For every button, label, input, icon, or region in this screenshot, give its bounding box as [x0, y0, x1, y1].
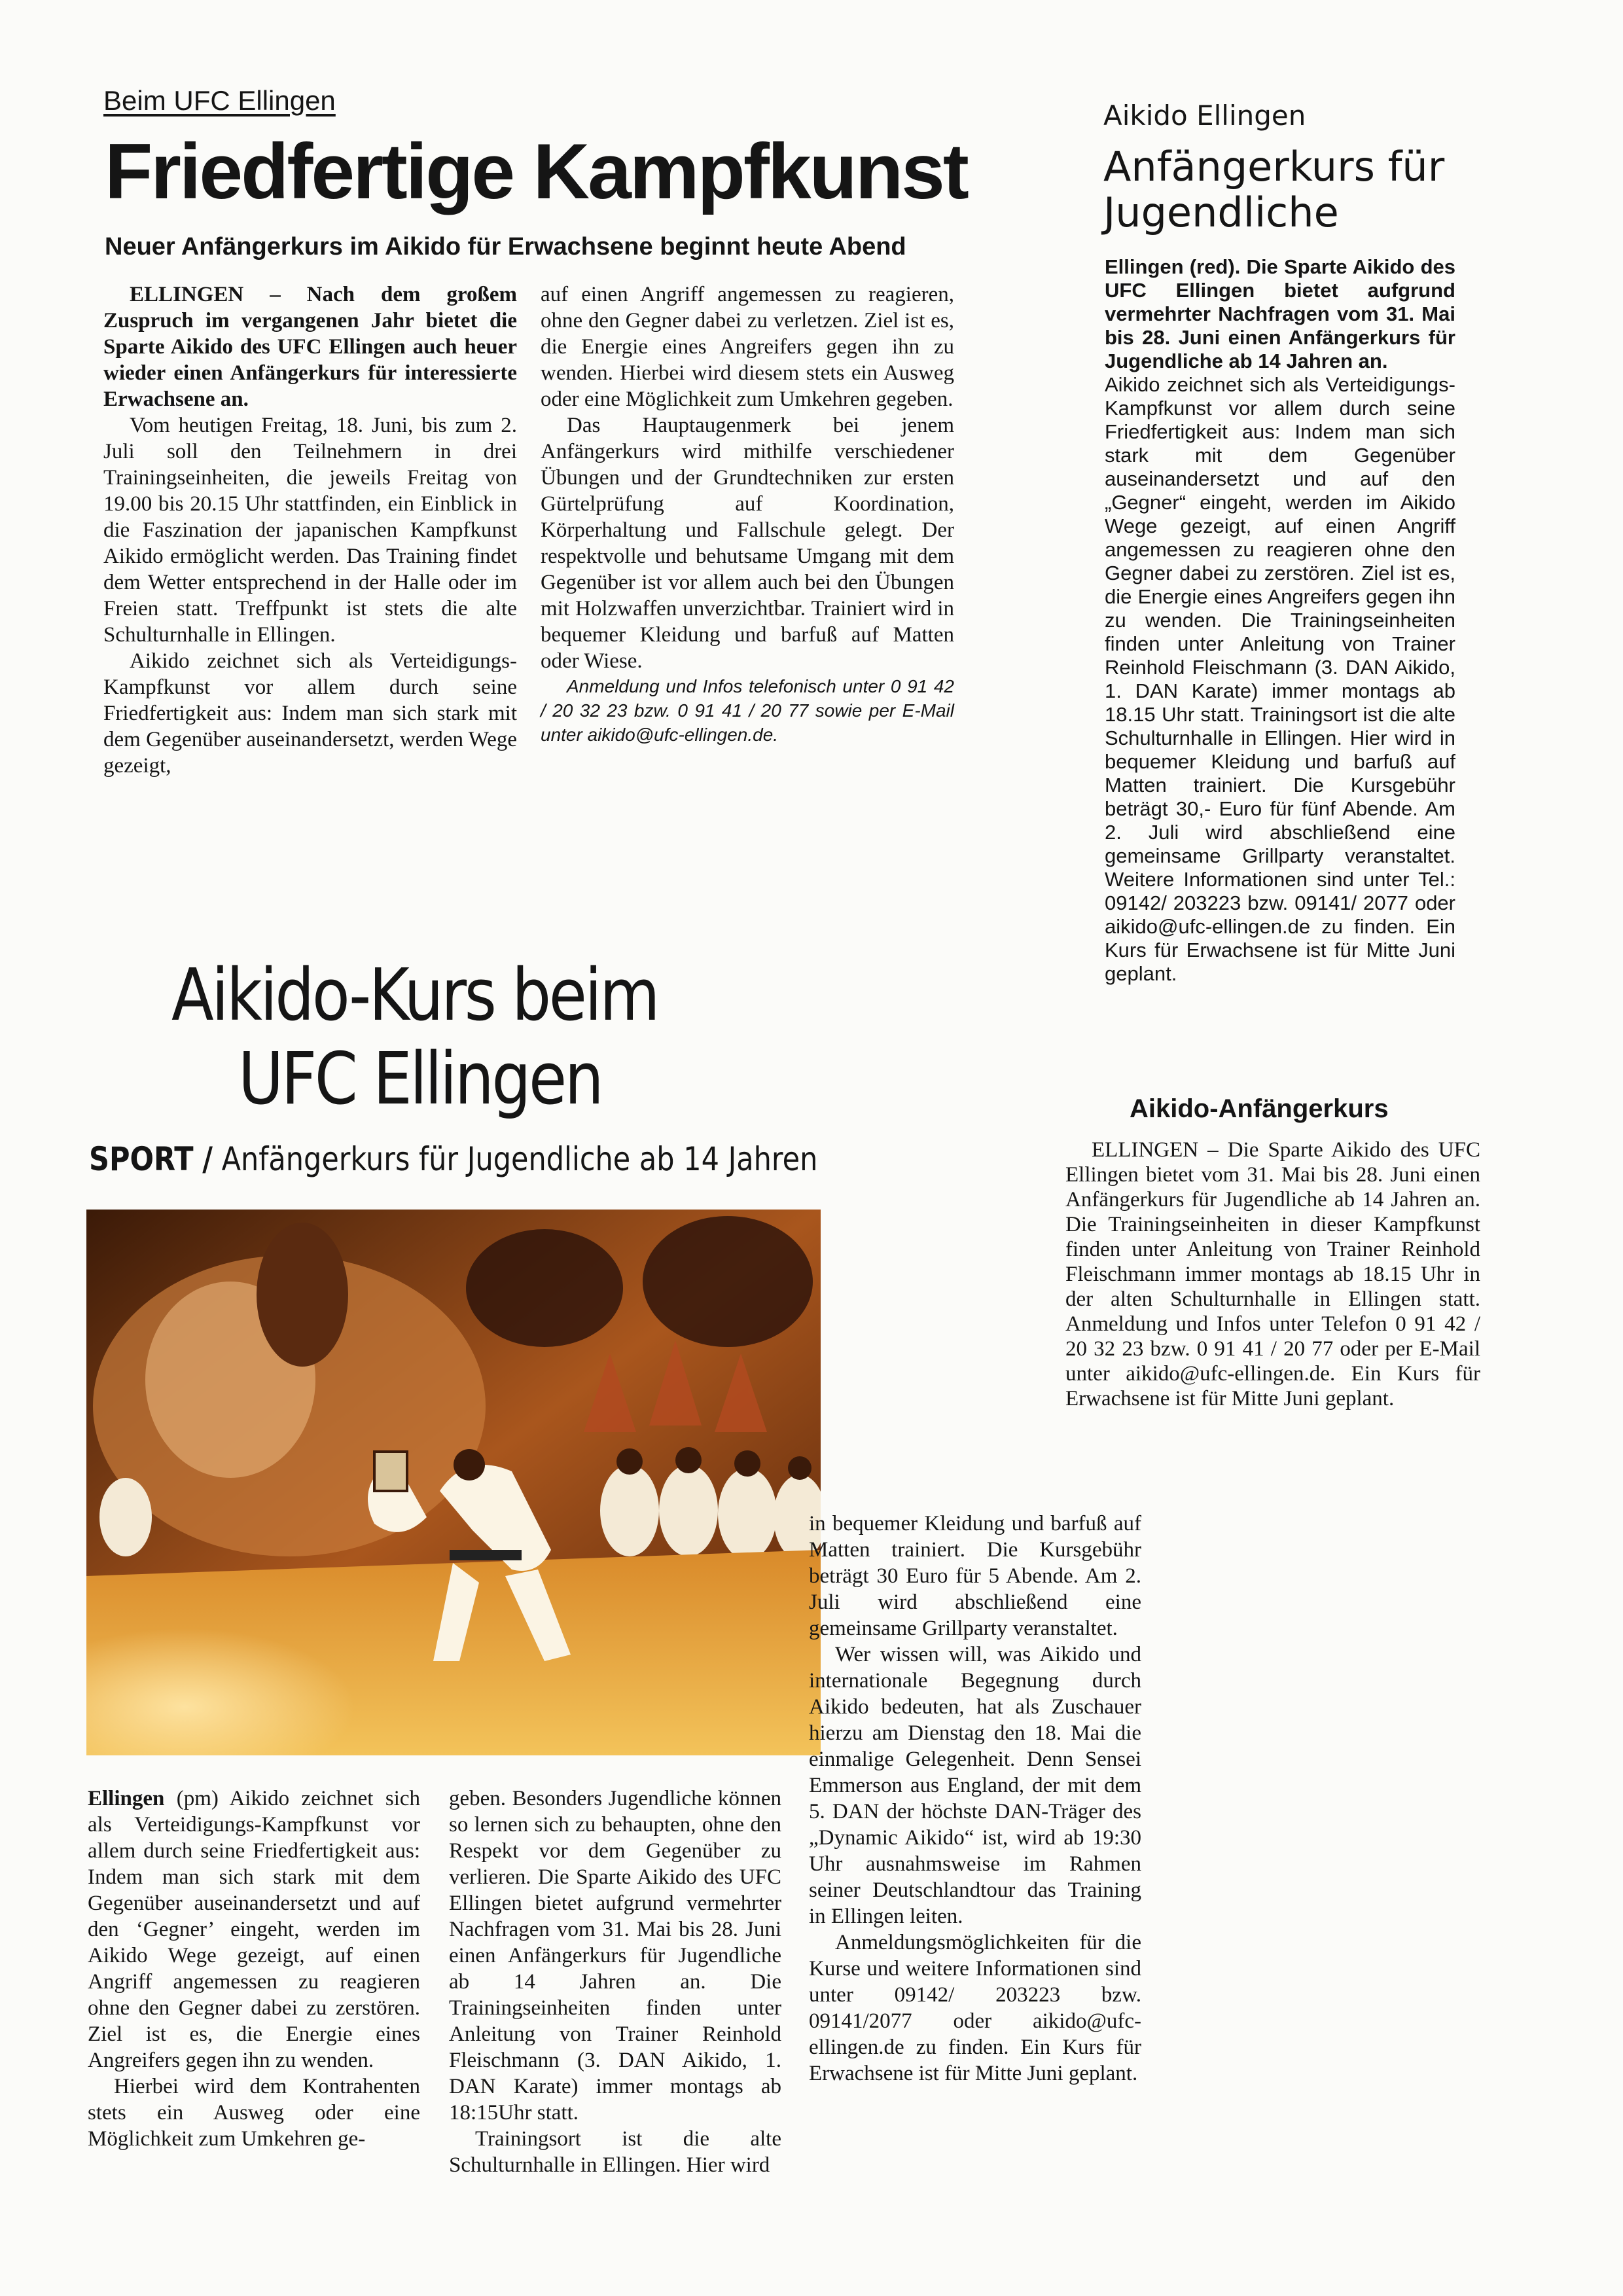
rubric-label: SPORT — [89, 1140, 194, 1178]
headline: Anfängerkurs für Jugendliche — [1103, 143, 1445, 236]
article-column-1 — [88, 1785, 420, 2152]
lead-paragraph: Ellingen (red). Die Sparte Aikido des UFC Ellingen bietet aufgrund vermehrter Nachfragen vom 31. Mai bis 28. Juni einen Anfängerkurs für Jugendliche ab 14 Jahren an. — [1105, 255, 1455, 372]
body-paragraph: Vom heutigen Freitag, 18. Juni, bis zum 2. Juli soll den Teilnehmern in drei Trainingseinheiten, die jeweils Freitag von 19.00 bis 20.15 Uhr stattfinden, ein Einblick in die Faszination der japanischen Kampfkunst Aikido ermöglicht werden. Das Training findet dem Wetter entsprechend in der Halle oder im Freien statt. Treffpunkt ist stets die alte Schulturnhalle in Ellingen. — [103, 414, 517, 647]
article-column — [1105, 255, 1455, 986]
body-paragraph: in bequemer Kleidung und barfuß auf Matten trainiert. Die Kursgebühr beträgt 30 Euro für 5 Abende. Am 2. Juli wird abschließend eine gemeinsame Grillparty veranstaltet. — [809, 1512, 1141, 1640]
article-column-3 — [809, 1511, 1141, 2087]
body-paragraph: Wer wissen will, was Aikido und internationale Begegnung durch Aikido bedeuten, hat als Zuschauer hierzu am Dienstag den 18. Mai die einmalige Gelegenheit. Denn Sensei Emmerson aus England, der mit dem 5. DAN der höchste DAN-Träger des „Dynamic Aikido“ ist, wird ab 19:30 Uhr ausnahmsweise im Rahmen seiner Deutschlandtour das Training in Ellingen leiten. — [809, 1643, 1141, 1928]
headline-line-2: UFC Ellingen — [238, 1037, 602, 1121]
contact-info: Anmeldung und Infos telefonisch unter 0 91 42 / 20 32 23 bzw. 0 91 41 / 20 77 sowie per E-Mail unter aikido@ufc-ellingen.de. — [541, 676, 954, 745]
article-column-1 — [103, 281, 517, 779]
article-column — [1065, 1138, 1480, 1411]
kicker: Aikido Ellingen — [1103, 99, 1306, 132]
body-paragraph: ELLINGEN – Die Sparte Aikido des UFC Ellingen bietet vom 31. Mai bis 28. Juni einen Anfängerkurs für Jugendliche ab 14 Jahren an. Die Trainingseinheiten in dieser Kampfkunst finden unter Anleitung von Trainer Reinhold Fleischmann immer montags ab 18.15 Uhr in der alten Schulturnhalle in Ellingen statt. Anmeldung und Infos unter Telefon 0 91 42 / 20 32 23 bzw. 0 91 41 / 20 77 oder per E-Mail unter aikido@ufc-ellingen.de. Ein Kurs für Erwachsene ist für Mitte Juni geplant. — [1065, 1138, 1480, 1410]
body-paragraph: Hierbei wird dem Kontrahenten stets ein Ausweg oder eine Möglichkeit zum Umkehren ge- — [88, 2075, 420, 2151]
body-paragraph: Das Hauptaugenmerk bei jenem Anfängerkurs wird mithilfe verschiedener Übungen und der Grundtechniken zur ersten Gürtelprüfung auf Koordination, Körperhaltung und Fallschule gelegt. Der respektvolle und behutsame Umgang mit dem Gegenüber ist vor allem auch bei den Übungen mit Holzwaffen unverzichtbar. Trainiert wird in bequemer Kleidung und barfuß auf Matten oder Wiese. — [541, 414, 954, 673]
article-column-2 — [449, 1785, 781, 2178]
body-paragraph: Anmeldungsmöglichkeiten für die Kurse und weitere Informationen sind unter 09142/ 203223 bzw. 09141/2077 oder aikido@ufc-ellingen.de zu finden. Ein Kurs für Erwachsene ist für Mitte Juni geplant. — [809, 1931, 1141, 2085]
body-paragraph: Aikido zeichnet sich als Verteidigungs-Kampfkunst vor allem durch seine Friedfertigkeit aus: Indem man sich stark mit dem Gegenüber auseinandersetzt und auf den „Gegner“ eingeht, werden im Aikido Wege gezeigt, auf einen Angriff angemessen zu reagieren ohne den Gegner dabei zu zerstören. Ziel ist es, die Energie eines Angreifers gegen ihn zu wenden. Die Trainingseinheiten finden unter Anleitung von Trainer Reinhold Fleischmann (3. DAN Aikido, 1. DAN Karate) immer montags ab 18.15 Uhr statt. Trainingsort ist die alte Schulturnhalle in Ellingen. Hier wird in bequemer Kleidung und barfuß auf Matten trainiert. Die Kursgebühr beträgt 30,- Euro für fünf Abende. Am 2. Juli wird abschließend eine gemeinsame Grillparty veranstaltet. Weitere Informationen sind unter Tel.: 09142/ 203223 bzw. 09141/ 2077 oder aikido@ufc-ellingen.de zu finden. Ein Kurs für Erwachsene ist für Mitte Juni geplant. — [1105, 373, 1455, 985]
dateline: Ellingen — [88, 1787, 165, 1810]
article-column-2 — [541, 281, 954, 747]
kicker: Beim UFC Ellingen — [103, 85, 336, 116]
headline-line-1: Aikido-Kurs beim — [171, 953, 658, 1037]
rubric-line — [89, 1140, 817, 1178]
body-text: (pm) Aikido zeichnet sich als Verteidigungs-Kampfkunst vor allem durch seine Friedfertigkeit aus: Indem man sich stark mit dem Gegenüber auseinandersetzt und auf den ‘Gegner’ eingeht, werden im Aikido Wege gezeigt, auf einen Angriff angemessen zu reagieren ohne den Gegner dabei zu zerstören. Ziel ist es, die Energie eines Angreifers gegen ihn zu wenden. — [88, 1787, 421, 2072]
rubric-separator: / — [202, 1140, 213, 1178]
body-paragraph: Aikido zeichnet sich als Verteidigungs-Kampfkunst vor allem durch seine Friedfertigkeit aus: Indem man sich stark mit dem Gegenüber auseinandersetzt, werden Wege gezeigt, — [103, 649, 517, 778]
subhead: Anfängerkurs für Jugendliche ab 14 Jahren — [221, 1140, 818, 1178]
body-paragraph — [88, 1785, 420, 2073]
headline: Friedfertige Kampfkunst — [105, 128, 967, 215]
body-paragraph: Trainingsort ist die alte Schulturnhalle in Ellingen. Hier wird — [449, 2127, 781, 2177]
subhead: Neuer Anfängerkurs im Aikido für Erwachsene beginnt heute Abend — [105, 233, 906, 260]
headline: Aikido-Anfängerkurs — [1130, 1094, 1389, 1123]
lead-paragraph: ELLINGEN – Nach dem großem Zuspruch im vergangenen Jahr bietet die Sparte Aikido des UFC Ellingen auch heuer wieder einen Anfängerkurs für interessierte Erwachsene an. — [103, 283, 517, 411]
body-paragraph: geben. Besonders Jugendliche können so lernen sich zu behaupten, ohne den Respekt vor dem Gegenüber zu verlieren. Die Sparte Aikido des UFC Ellingen bietet aufgrund vermehrter Nachfragen vom 31. Mai bis 28. Juni einen Anfängerkurs für Jugendliche ab 14 Jahren an. Die Trainingseinheiten finden unter Anleitung von Trainer Reinhold Fleischmann (3. DAN Aikido, 1. DAN Karate) immer montags ab 18:15Uhr statt. — [449, 1787, 781, 2125]
aikido-photo — [86, 1210, 821, 1755]
body-paragraph: auf einen Angriff angemessen zu reagieren, ohne den Gegner dabei zu verletzen. Ziel ist es, die Energie eines Angreifers gegen ihn zu wenden. Hierbei wird diesem stets ein Ausweg oder eine Möglichkeit zum Umkehren gegeben. — [541, 283, 954, 411]
